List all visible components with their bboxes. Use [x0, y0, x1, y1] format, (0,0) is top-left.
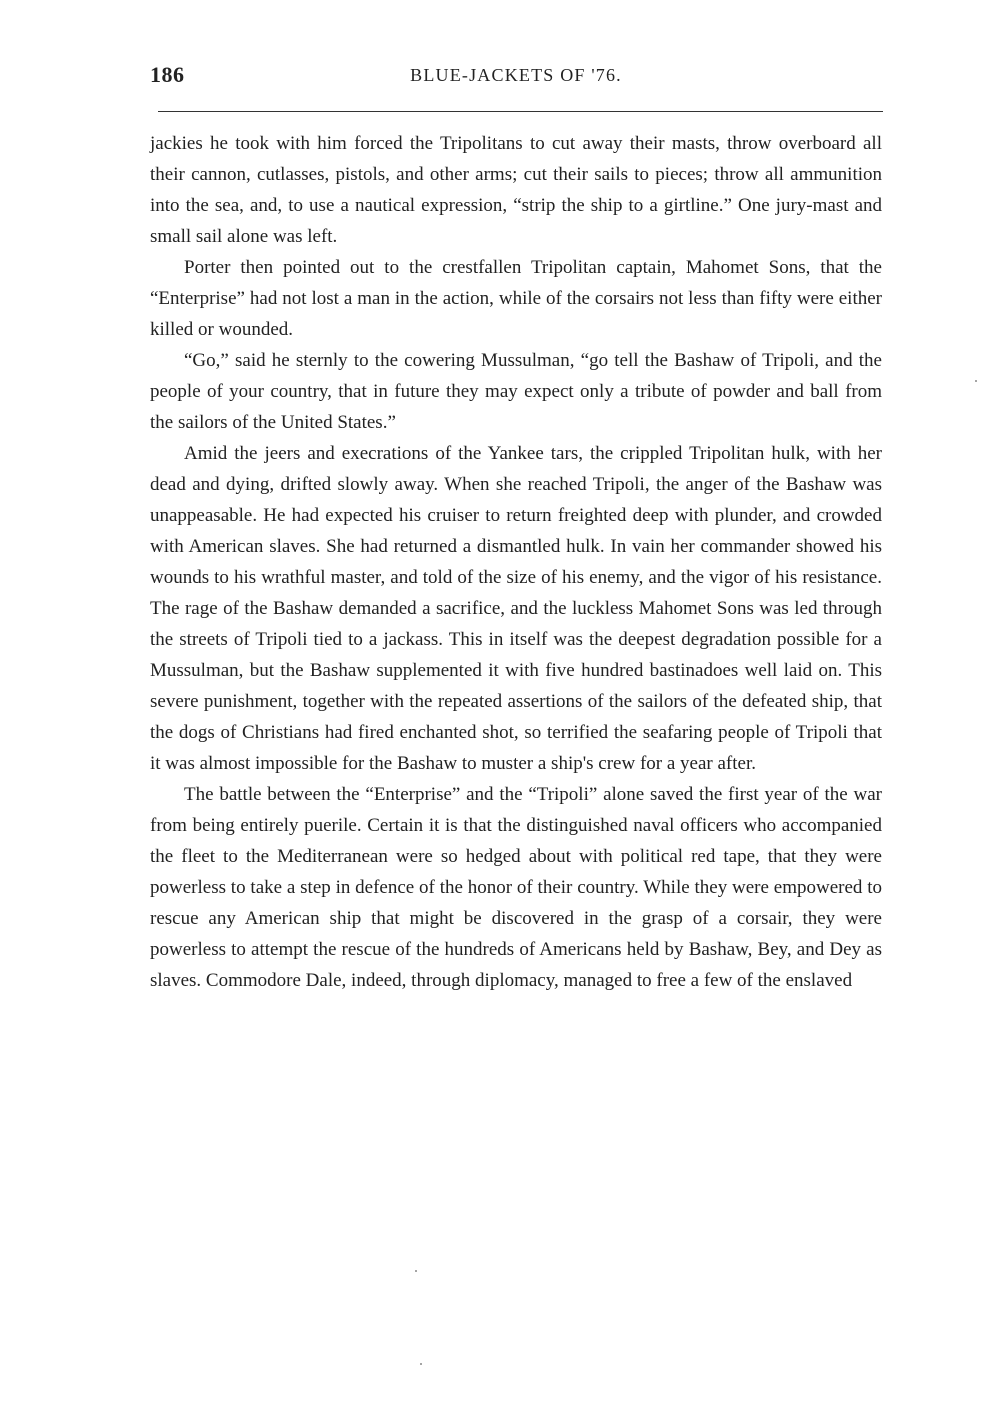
body-text — [150, 128, 882, 996]
header-rule — [158, 111, 883, 112]
scan-speck — [420, 1363, 422, 1365]
paragraph-3: “Go,” said he sternly to the cowering Mussulman, “go tell the Bashaw of Tripoli, and the people of your country, that in future they may expect only a tribute of powder and ball from the sailors of the United States.” — [150, 350, 882, 433]
page-header — [150, 62, 882, 102]
paragraph-1: jackies he took with him forced the Tripolitans to cut away their masts, throw overboard all their cannon, cutlasses, pistols, and other arms; cut their sails to pieces; throw all ammunition into the sea, and, to use a nautical expression, “strip the ship to a girtline.” One jury-mast and small sail alone was left. — [150, 133, 882, 247]
scan-speck — [975, 380, 977, 382]
paragraph-5: The battle between the “Enterprise” and the “Tripoli” alone saved the first year of the war from being entirely puerile. Certain it is that the distinguished naval officers who accompanied the fleet to the Mediterranean were so hedged about with political red tape, that they were powerless to take a step in defence of the honor of their country. While they were empowered to rescue any American ship that might be discovered in the grasp of a corsair, they were powerless to attempt the rescue of the hundreds of Americans held by Bashaw, Bey, and Dey as slaves. Commodore Dale, indeed, through diplomacy, managed to free a few of the enslaved — [150, 784, 882, 991]
paragraph-4: Amid the jeers and execrations of the Yankee tars, the crippled Tripolitan hulk, with her dead and dying, drifted slowly away. When she reached Tripoli, the anger of the Bashaw was unappeasable. He had expected his cruiser to return freighted deep with plunder, and crowded with American slaves. She had returned a dismantled hulk. In vain her commander showed his wounds to his wrathful master, and told of the size of his enemy, and the vigor of his resistance. The rage of the Bashaw demanded a sacrifice, and the luckless Mahomet Sons was led through the streets of Tripoli tied to a jackass. This in itself was the deepest degradation possible for a Mussulman, but the Bashaw supplemented it with five hundred bastinadoes well laid on. This severe punishment, together with the repeated assertions of the sailors of the defeated ship, that the dogs of Christians had fired enchanted shot, so terrified the seafaring people of Tripoli that it was almost impossible for the Bashaw to muster a ship's crew for a year after. — [150, 443, 882, 774]
scan-speck — [415, 1270, 417, 1272]
running-title: BLUE-JACKETS OF '76. — [410, 65, 622, 85]
paragraph-2: Porter then pointed out to the crestfallen Tripolitan captain, Mahomet Sons, that the “Enterprise” had not lost a man in the action, while of the corsairs not less than fifty were either killed or wounded. — [150, 257, 882, 340]
page-number: 186 — [150, 62, 185, 87]
